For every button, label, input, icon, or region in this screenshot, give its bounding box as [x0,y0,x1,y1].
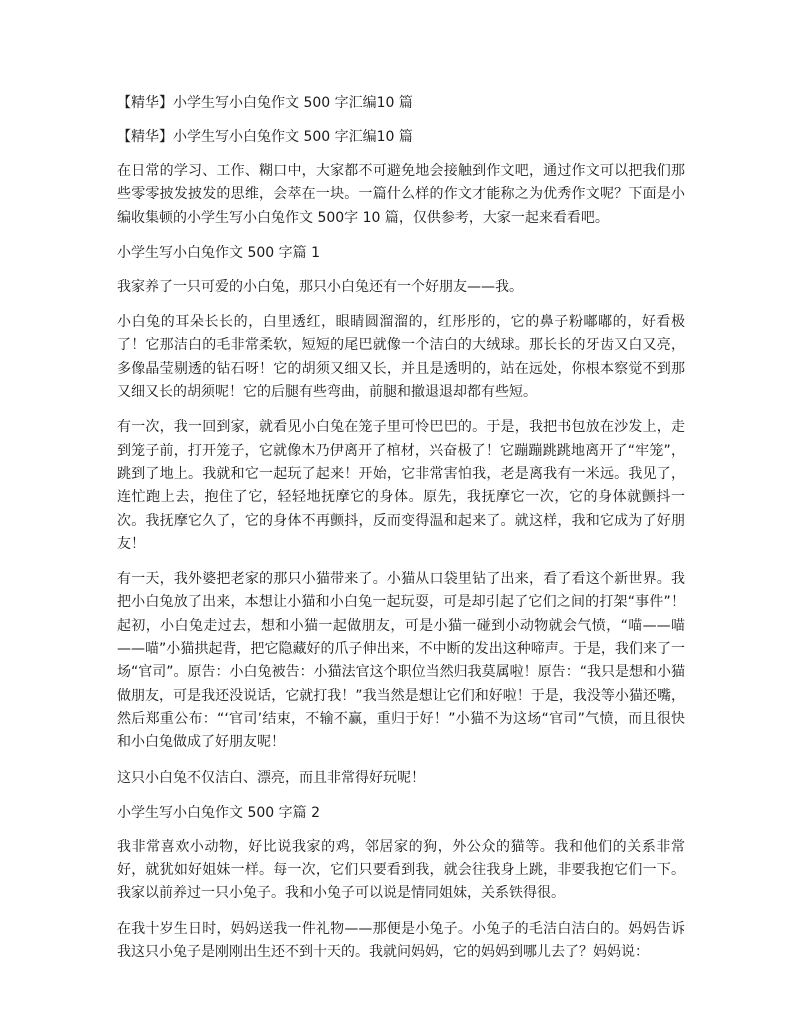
section-1-paragraph-3: 有一次，我一回到家，就看见小白兔在笼子里可怜巴巴的。于是，我把书包放在沙发上，走到笼子前，打开笼子，它就像木乃伊离开了棺材，兴奋极了！它蹦蹦跳跳地离开了“牢笼”，跳到了地上。我就和它一起玩了起来！开始，它非常害怕我，老是离我有一米远。我见了，连忙跑上去，抱住了它，轻轻地抚摩它的身体。原先，我抚摩它一次，它的身体就颤抖一次。我抚摩它久了，它的身体不再颤抖，反而变得温和起来了。就这样，我和它成为了好朋友！ [117,419,685,552]
section-2-heading: 小学生写小白兔作文 500 字篇 2 [117,804,320,821]
section-1-paragraph-4: 有一天，我外婆把老家的那只小猫带来了。小猫从口袋里钻了出来，看了看这个新世界。我把小白兔放了出来，本想让小猫和小白兔一起玩耍，可是却引起了它们之间的打架“事件”！起初，小白兔走过去，想和小猫一起做朋友，可是小猫一碰到小动物就会气愤，“喵——喵——喵”小猫拱起背，把它隐藏好的爪子伸出来，不中断的发出这种啼声。于是，我们来了一场“官司”。原告：小白兔被告：小猫法官这个职位当然归我莫属啦！原告：“我只是想和小猫做朋友，可是我还没说话，它就打我！”我当然是想让它们和好啦！于是，我没等小猫还嘴，然后郑重公布：“‘官司’结束，不输不赢，重归于好！”小猫不为这场“官司”气愤，而且很快和小白兔做成了好朋友呢！ [117,571,685,751]
section-2-paragraph-1: 我非常喜欢小动物，好比说我家的鸡，邻居家的狗，外公众的猫等。我和他们的关系非常好，就犹如好姐妹一样。每一次，它们只要看到我，就会往我身上跳，非要我抱它们一下。我家以前养过一只小兔子。我和小兔子可以说是情同姐妹，关系铁得很。 [117,838,685,902]
intro-paragraph: 在日常的学习、工作、糊口中，大家都不可避免地会接触到作文吧，通过作文可以把我们那些零零披发披发的思维，会萃在一块。一篇什么样的作文才能称之为优秀作文呢？下面是小编收集顿的小学生写小白兔作文 500字 10 篇，仅供参考，大家一起来看看吧。 [117,163,685,226]
document-page [117,92,685,976]
document-title: 【精华】小学生写小白兔作文 500 字汇编10 篇 [117,95,413,111]
section-1-paragraph-1: 我家养了一只可爱的小白兔，那只小白兔还有一个好朋友——我。 [117,278,523,295]
section-1-paragraph-2: 小白兔的耳朵长长的，白里透红，眼睛圆溜溜的，红彤彤的，它的鼻子粉嘟嘟的，好看极了！它那洁白的毛非常柔软，短短的尾巴就像一个洁白的大绒球。那长长的牙齿又白又亮，多像晶莹剔透的钻石呀！它的胡须又细又长，并且是透明的，站在远处，你根本察觉不到那又细又长的胡须呢！它的后腿有些弯曲，前腿和撤退退却都有些短。 [117,314,685,401]
document-subtitle: 【精华】小学生写小白兔作文 500 字汇编10 篇 [117,129,413,145]
section-1-heading: 小学生写小白兔作文 500 字篇 1 [117,244,320,261]
section-1-paragraph-5: 这只小白兔不仅洁白、漂亮，而且非常得好玩呢！ [117,769,425,786]
section-2-paragraph-2: 在我十岁生日时，妈妈送我一件礼物——那便是小兔子。小兔子的毛洁白洁白的。妈妈告诉我这只小兔子是刚刚出生还不到十天的。我就问妈妈，它的妈妈到哪儿去了？妈妈说： [117,920,685,961]
